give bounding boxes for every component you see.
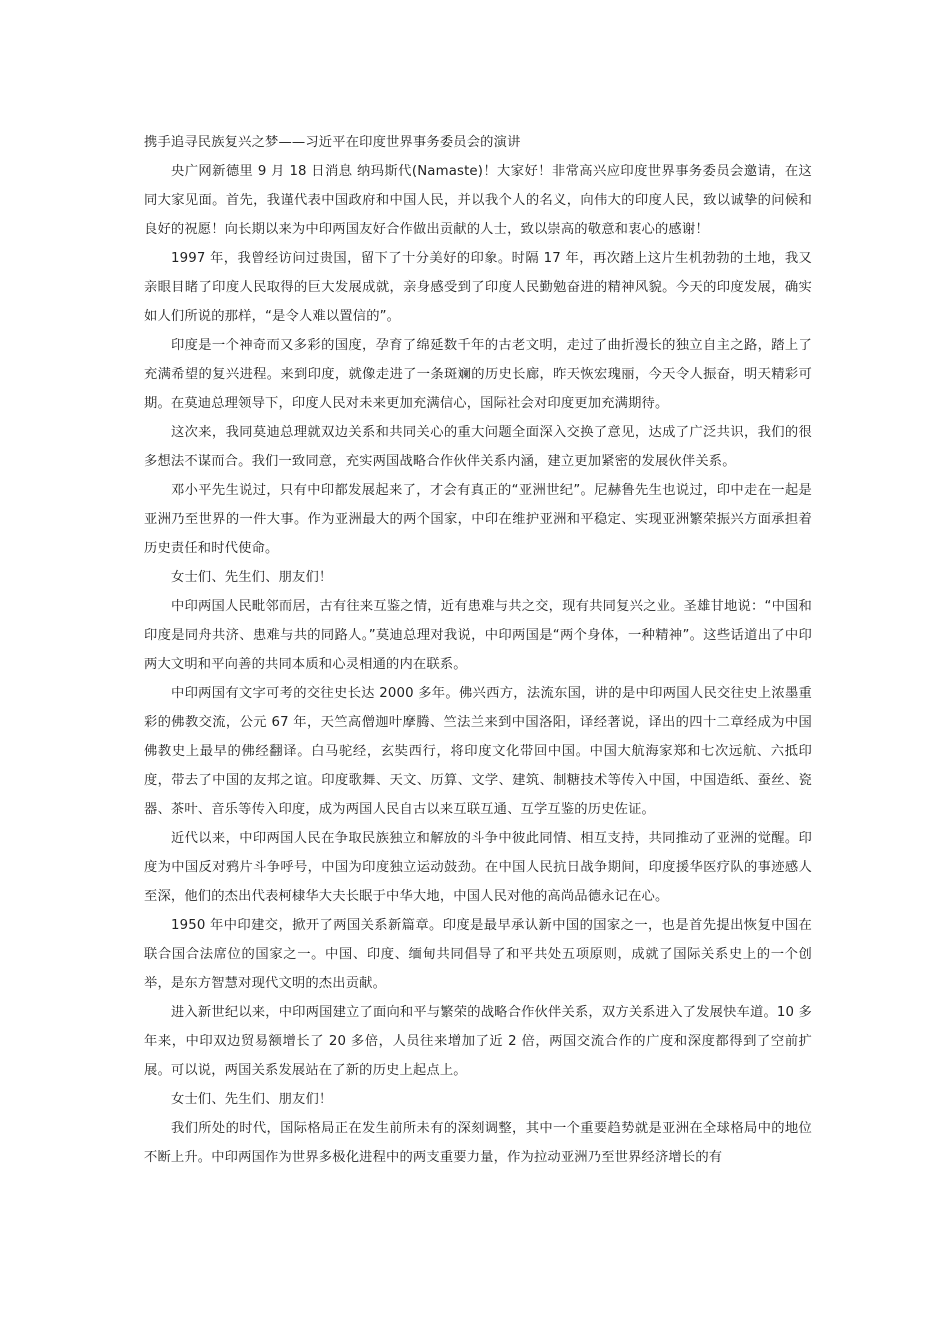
- paragraph-13: 我们所处的时代，国际格局正在发生前所未有的深刻调整，其中一个重要趋势就是亚洲在全球格局中的地位不断上升。中印两国作为世界多极化进程中的两支重要力量，作为拉动亚洲乃至世界经济增长的有: [144, 1121, 812, 1165]
- paragraph-11: 进入新世纪以来，中印两国建立了面向和平与繁荣的战略合作伙伴关系，双方关系进入了发展快车道。10 多年来，中印双边贸易额增长了 20 多倍，人员往来增加了近 2 倍，两国交流合作的广度和深度都得到了空前扩展。可以说，两国关系发展站在了新的历史上起点上。: [144, 1005, 812, 1078]
- paragraph-6: 女士们、先生们、朋友们！: [171, 570, 333, 585]
- paragraph-8: 中印两国有文字可考的交往史长达 2000 多年。佛兴西方，法流东国，讲的是中印两国人民交往史上浓墨重彩的佛教交流，公元 67 年，天竺高僧迦叶摩腾、竺法兰来到中国洛阳，译经著说，译出的四十二章经成为中国佛教史上最早的佛经翻译。白马驼经，玄奘西行，将印度文化带回中国。中国大航海家郑和七次远航、六抵印度，带去了中国的友邦之谊。印度歌舞、天文、历算、文学、建筑、制糖技术等传入中国，中国造纸、蚕丝、瓷器、茶叶、音乐等传入印度，成为两国人民自古以来互联互通、互学互鉴的历史佐证。: [144, 686, 812, 817]
- document-body: [144, 128, 812, 1172]
- document-title: 携手追寻民族复兴之梦——习近平在印度世界事务委员会的演讲: [144, 135, 521, 150]
- paragraph-2: 1997 年，我曾经访问过贵国，留下了十分美好的印象。时隔 17 年，再次踏上这片生机勃勃的土地，我又亲眼目睹了印度人民取得的巨大发展成就，亲身感受到了印度人民勤勉奋进的精神风貌。今天的印度发展，确实如人们所说的那样，“是令人难以置信的”。: [144, 251, 812, 324]
- paragraph-9: 近代以来，中印两国人民在争取民族独立和解放的斗争中彼此同情、相互支持，共同推动了亚洲的觉醒。印度为中国反对鸦片斗争呼号，中国为印度独立运动鼓劲。在中国人民抗日战争期间，印度援华医疗队的事迹感人至深，他们的杰出代表柯棣华大夫长眠于中华大地，中国人民对他的高尚品德永记在心。: [144, 831, 812, 904]
- paragraph-4: 这次来，我同莫迪总理就双边关系和共同关心的重大问题全面深入交换了意见，达成了广泛共识，我们的很多想法不谋而合。我们一致同意，充实两国战略合作伙伴关系内涵，建立更加紧密的发展伙伴关系。: [144, 425, 812, 469]
- paragraph-10: 1950 年中印建交，掀开了两国关系新篇章。印度是最早承认新中国的国家之一，也是首先提出恢复中国在联合国合法席位的国家之一。中国、印度、缅甸共同倡导了和平共处五项原则，成就了国际关系史上的一个创举，是东方智慧对现代文明的杰出贡献。: [144, 918, 812, 991]
- paragraph-1: 央广网新德里 9 月 18 日消息 纳玛斯代(Namaste)！大家好！非常高兴应印度世界事务委员会邀请，在这同大家见面。首先，我谨代表中国政府和中国人民，并以我个人的名义，向伟大的印度人民，致以诚挚的问候和良好的祝愿！向长期以来为中印两国友好合作做出贡献的人士，致以崇高的敬意和衷心的感谢！: [144, 164, 812, 237]
- paragraph-12: 女士们、先生们、朋友们！: [171, 1092, 333, 1107]
- paragraph-3: 印度是一个神奇而又多彩的国度，孕育了绵延数千年的古老文明，走过了曲折漫长的独立自主之路，踏上了充满希望的复兴进程。来到印度，就像走进了一条斑斓的历史长廊，昨天恢宏瑰丽，今天令人振奋，明天精彩可期。在莫迪总理领导下，印度人民对未来更加充满信心，国际社会对印度更加充满期待。: [144, 338, 812, 411]
- paragraph-5: 邓小平先生说过，只有中印都发展起来了，才会有真正的“亚洲世纪”。尼赫鲁先生也说过，印中走在一起是亚洲乃至世界的一件大事。作为亚洲最大的两个国家，中印在维护亚洲和平稳定、实现亚洲繁荣振兴方面承担着历史责任和时代使命。: [144, 483, 812, 556]
- paragraph-7: 中印两国人民毗邻而居，古有往来互鉴之情，近有患难与共之交，现有共同复兴之业。圣雄甘地说：“中国和印度是同舟共济、患难与共的同路人。”莫迪总理对我说，中印两国是“两个身体，一种精神”。这些话道出了中印两大文明和平向善的共同本质和心灵相通的内在联系。: [144, 599, 812, 672]
